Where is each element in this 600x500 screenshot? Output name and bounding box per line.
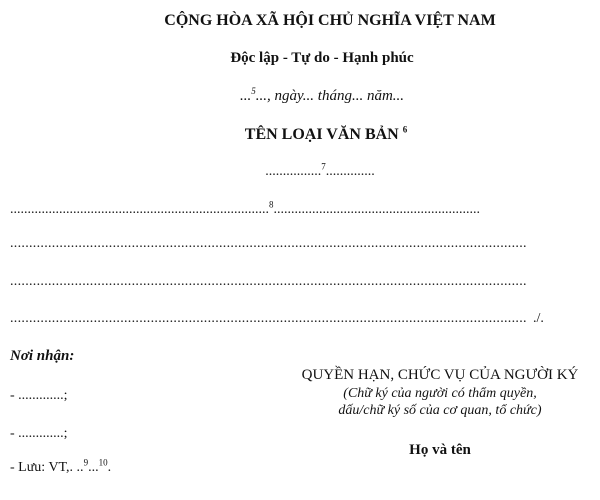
date-suffix: ..., ngày... tháng... năm...	[255, 88, 405, 104]
summary-dots-after: ..............	[325, 164, 375, 179]
body-line-4	[10, 311, 544, 327]
footnote-7: 7	[321, 161, 326, 172]
body-line-1	[10, 199, 480, 218]
body-line-3: ........................................................................................................................................	[10, 274, 527, 289]
type-title-text: TÊN LOẠI VĂN BẢN	[244, 126, 399, 143]
signer-name: Họ và tên	[409, 442, 471, 458]
date-prefix: ...	[239, 88, 252, 104]
document-type-title	[126, 126, 526, 144]
signature-note-2: dấu/chữ ký số của cơ quan, tổ chức)	[338, 403, 542, 418]
date-line	[122, 88, 522, 105]
signature-note-1: (Chữ ký của người có thẩm quyền,	[343, 386, 537, 401]
signer-authority: QUYỀN HẠN, CHỨC VỤ CỦA NGƯỜI KÝ	[301, 367, 579, 383]
recipient-item: - .............;	[10, 388, 68, 403]
archive-dots: ...	[88, 460, 99, 475]
footnote-10: 10	[98, 457, 108, 468]
archive-text: - Lưu: VT,. ..	[10, 460, 84, 475]
footnote-5: 5	[251, 86, 256, 96]
archive-line	[10, 457, 112, 476]
footnote-9: 9	[83, 457, 89, 468]
document-summary	[120, 161, 520, 180]
body-dots: ..........................................................................	[10, 202, 269, 217]
body-dots: ........................................................................................................................................	[10, 311, 527, 326]
footnote-8: 8	[269, 199, 274, 210]
end-mark: ./.	[533, 311, 544, 326]
archive-end: .	[107, 460, 112, 475]
body-line-2: ........................................................................................................................................	[10, 236, 527, 251]
summary-dots-before: ................	[265, 164, 322, 179]
recipients-label: Nơi nhận:	[10, 348, 75, 364]
recipient-item: - .............;	[10, 426, 68, 441]
body-dots: ...........................................................	[273, 202, 480, 217]
footnote-6: 6	[402, 124, 408, 135]
national-title: CỘNG HÒA XÃ HỘI CHỦ NGHĨA VIỆT NAM	[164, 12, 496, 29]
motto: Độc lập - Tự do - Hạnh phúc	[230, 50, 414, 66]
